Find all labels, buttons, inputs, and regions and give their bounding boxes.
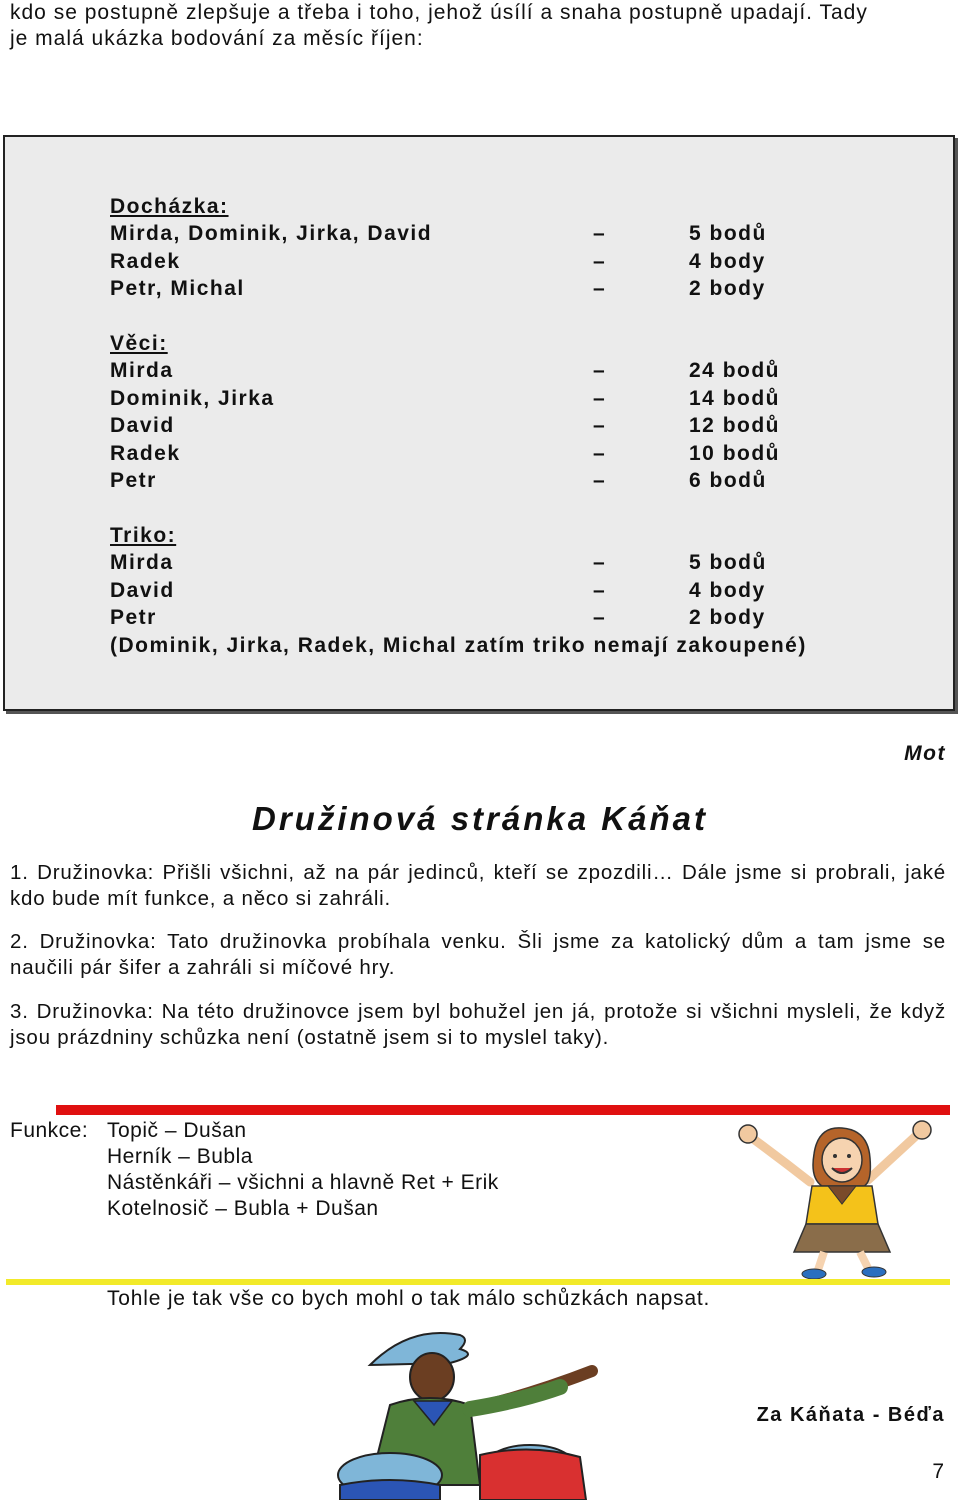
score-row bbox=[110, 248, 767, 275]
paragraph-meeting-3: 3. Družinovka: Na této družinovce jsem byl bohužel jen já, protože si všichni mysleli, že když jsou prázdniny schůzka není (ostatně jsem si to myslel taky). bbox=[10, 1000, 946, 1049]
score-points: 14 bodů bbox=[689, 386, 781, 410]
roles-label: Funkce: bbox=[10, 1119, 89, 1142]
score-dash: – bbox=[593, 441, 607, 465]
score-row bbox=[110, 220, 767, 247]
score-heading: Docházka: bbox=[110, 195, 229, 218]
score-dash: – bbox=[593, 469, 607, 493]
intro-line-2: je malá ukázka bodování za měsíc říjen: bbox=[10, 27, 424, 50]
score-row bbox=[110, 467, 780, 494]
score-row bbox=[110, 440, 780, 467]
score-row bbox=[110, 604, 807, 631]
score-dash: – bbox=[593, 222, 607, 246]
roles-row bbox=[10, 1196, 499, 1222]
score-section-tshirt bbox=[110, 522, 807, 659]
role-item: Topič – Dušan bbox=[107, 1119, 247, 1142]
score-heading: Věci: bbox=[110, 332, 168, 355]
roles-row bbox=[10, 1144, 499, 1170]
page-title: Družinová stránka Káňat bbox=[252, 800, 708, 837]
score-points: 2 body bbox=[689, 606, 766, 630]
score-section-equipment bbox=[110, 330, 780, 494]
score-points: 5 bodů bbox=[689, 222, 767, 246]
score-name: Mirda bbox=[110, 359, 174, 383]
score-row bbox=[110, 357, 780, 384]
roles-list bbox=[10, 1118, 499, 1222]
score-name: Dominik, Jirka bbox=[110, 386, 275, 410]
author-signature: Za Káňata - Béďa bbox=[756, 1404, 945, 1426]
closing-text: Tohle je tak vše co bych mohl o tak málo schůzkách napsat. bbox=[107, 1287, 711, 1310]
score-points: 4 body bbox=[689, 249, 766, 273]
score-row bbox=[110, 577, 807, 604]
score-dash: – bbox=[593, 386, 607, 410]
score-name: Mirda bbox=[110, 551, 174, 575]
role-item: Nástěnkáři – všichni a hlavně Ret + Erik bbox=[107, 1171, 499, 1194]
score-points: 12 bodů bbox=[689, 414, 781, 438]
score-dash: – bbox=[593, 551, 607, 575]
scoring-box bbox=[3, 135, 955, 711]
score-points: 5 bodů bbox=[689, 551, 767, 575]
red-divider bbox=[56, 1105, 950, 1115]
score-dash: – bbox=[593, 277, 607, 301]
score-points: 24 bodů bbox=[689, 359, 781, 383]
mot-signature: Mot bbox=[904, 742, 946, 765]
score-dash: – bbox=[593, 578, 607, 602]
score-points: 4 body bbox=[689, 578, 766, 602]
page-number: 7 bbox=[932, 1460, 944, 1483]
intro-line-1: kdo se postupně zlepšuje a třeba i toho, jehož úsílí a snaha postupně upadají. Tady bbox=[10, 1, 868, 24]
score-name: Petr, Michal bbox=[110, 277, 245, 301]
score-row bbox=[110, 412, 780, 439]
score-name: Radek bbox=[110, 441, 181, 465]
scouts-illustration bbox=[330, 1325, 620, 1500]
score-dash: – bbox=[593, 606, 607, 630]
score-name: Petr bbox=[110, 606, 157, 630]
score-dash: – bbox=[593, 359, 607, 383]
score-points: 6 bodů bbox=[689, 469, 767, 493]
score-row bbox=[110, 385, 780, 412]
score-points: 2 body bbox=[689, 277, 766, 301]
score-dash: – bbox=[593, 249, 607, 273]
score-name: David bbox=[110, 414, 175, 438]
roles-row bbox=[10, 1170, 499, 1196]
role-item: Kotelnosič – Bubla + Dušan bbox=[107, 1197, 379, 1220]
score-name: Petr bbox=[110, 469, 157, 493]
intro-text bbox=[10, 0, 950, 52]
role-item: Herník – Bubla bbox=[107, 1145, 253, 1168]
score-name: Mirda, Dominik, Jirka, David bbox=[110, 222, 433, 246]
girl-scout-illustration bbox=[722, 1120, 950, 1280]
score-points: 10 bodů bbox=[689, 441, 781, 465]
score-dash: – bbox=[593, 414, 607, 438]
score-name: David bbox=[110, 578, 175, 602]
score-row bbox=[110, 275, 767, 302]
paragraph-meeting-2: 2. Družinovka: Tato družinovka probíhala venku. Šli jsme za katolický dům a tam jsme se naučili pár šifer a zahráli si míčové hry. bbox=[10, 930, 946, 979]
score-heading: Triko: bbox=[110, 524, 177, 547]
paragraph-meeting-1: 1. Družinovka: Přišli všichni, až na pár jedinců, kteří se zpozdili… Dále jsme si probrali, jaké kdo bude mít funkce, a něco si zahráli. bbox=[10, 861, 946, 910]
score-section-attendance bbox=[110, 193, 767, 303]
score-name: Radek bbox=[110, 249, 181, 273]
roles-row bbox=[10, 1118, 499, 1144]
score-row bbox=[110, 549, 807, 576]
score-note: (Dominik, Jirka, Radek, Michal zatím triko nemají zakoupené) bbox=[110, 633, 807, 657]
yellow-divider bbox=[6, 1279, 950, 1285]
